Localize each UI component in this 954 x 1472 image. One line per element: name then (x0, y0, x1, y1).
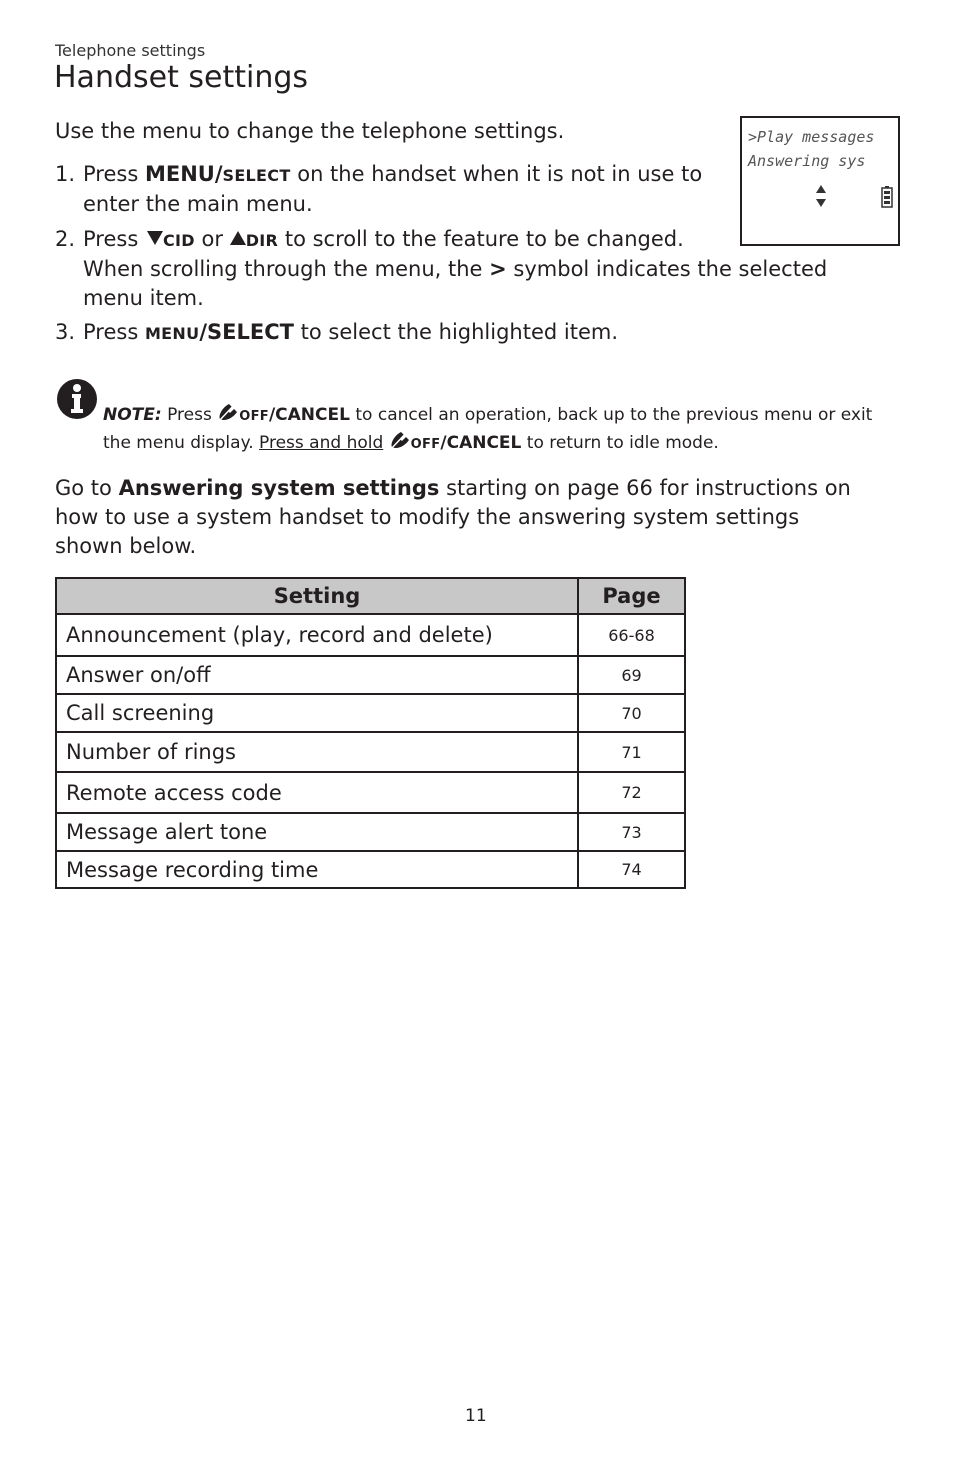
press-and-hold: Press and hold (259, 433, 384, 453)
intro-text: Use the menu to change the telephone settings. (55, 119, 565, 143)
step-text: When scrolling through the menu, the (83, 257, 490, 281)
answering-system-settings-ref: Answering system settings (118, 476, 440, 500)
down-arrow-icon (147, 231, 163, 245)
setting-cell: Number of rings (56, 732, 578, 772)
settings-table (55, 577, 686, 889)
note-text: the menu display. (103, 433, 260, 453)
page-cell: 70 (578, 694, 685, 732)
header-setting: Setting (56, 578, 578, 614)
lcd-line-2: Answering sys (748, 152, 866, 170)
step-number: 2. (55, 227, 76, 251)
header-page: Page (578, 578, 685, 614)
step-3 (55, 318, 735, 348)
setting-cell: Remote access code (56, 772, 578, 813)
note-label: NOTE: (103, 405, 162, 425)
setting-cell: Announcement (play, record and delete) (56, 614, 578, 656)
page-title: Handset settings (54, 60, 309, 95)
setting-cell: Answer on/off (56, 656, 578, 694)
table-row (56, 813, 685, 851)
step-text: Press (83, 320, 145, 344)
key-off-cancel: OFF/CANCEL (239, 405, 350, 425)
step-body (83, 318, 618, 348)
phone-off-icon (389, 430, 411, 450)
table-row (56, 732, 685, 772)
table-header-row (56, 578, 685, 614)
key-cid: CID (162, 231, 195, 250)
page-cell: 66-68 (578, 614, 685, 656)
step-text: or (194, 227, 230, 251)
section-label: Telephone settings (55, 41, 206, 60)
phone-off-icon (217, 402, 239, 422)
step-text: to select the highlighted item. (294, 320, 619, 344)
table-row (56, 851, 685, 888)
step-text: to scroll to the feature to be changed. (278, 227, 684, 251)
setting-cell: Message alert tone (56, 813, 578, 851)
info-icon (56, 378, 98, 420)
table-row (56, 694, 685, 732)
table-row (56, 656, 685, 694)
step-number: 3. (55, 320, 76, 344)
table-row (56, 772, 685, 813)
lcd-line-1: >Play messages (748, 128, 875, 146)
step-body (83, 160, 702, 219)
page-cell: 73 (578, 813, 685, 851)
step-1 (55, 160, 735, 220)
note-text: to return to idle mode. (521, 433, 719, 453)
battery-icon (881, 186, 893, 208)
scroll-arrows-icon (814, 184, 828, 208)
note-text: Press (161, 405, 218, 425)
table-row (56, 614, 685, 656)
goto-paragraph: Go to Answering system settings starting on page 66 for instructions on how to use a system handset to modify the answering system settings shown below. (55, 476, 851, 558)
page-number: 11 (465, 1406, 487, 1426)
step-text: symbol indicates the selected (506, 257, 828, 281)
handset-lcd-display (740, 116, 900, 246)
page-cell: 74 (578, 851, 685, 888)
key-menu-select: MENU/SELECT (144, 320, 294, 344)
step-text: menu item. (83, 286, 204, 310)
key-menu-select: MENU/SELECT (144, 162, 291, 186)
page-cell: 72 (578, 772, 685, 813)
step-text: Press (83, 162, 145, 186)
selected-symbol: > (489, 257, 507, 281)
step-text: Press (83, 227, 145, 251)
setting-cell: Message recording time (56, 851, 578, 888)
step-number: 1. (55, 162, 76, 186)
page-cell: 69 (578, 656, 685, 694)
step-text: enter the main menu. (83, 192, 313, 216)
setting-cell: Call screening (56, 694, 578, 732)
page-cell: 71 (578, 732, 685, 772)
step-text: on the handset when it is not in use to (290, 162, 703, 186)
up-arrow-icon (230, 231, 246, 245)
key-dir: DIR (245, 231, 279, 250)
note (103, 402, 903, 458)
note-text: to cancel an operation, back up to the previous menu or exit (349, 405, 873, 425)
key-off-cancel: OFF/CANCEL (410, 433, 522, 453)
